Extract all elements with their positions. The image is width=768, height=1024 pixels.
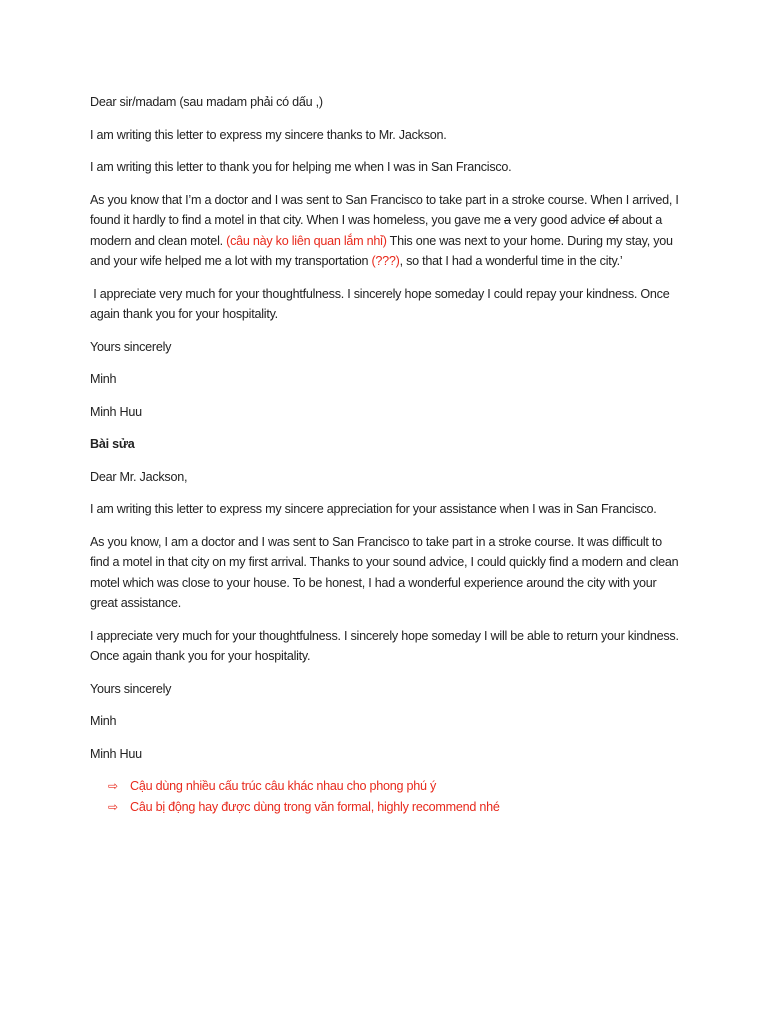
draft-signature-2: Minh Huu [90, 404, 142, 419]
draft-salutation: Dear sir/madam (sau madam phải có dấu ,) [90, 95, 323, 109]
reviewer-note-1: (câu này ko liên quan lắm nhỉ) [226, 233, 387, 248]
correction-heading: Bài sửa [90, 437, 135, 451]
draft-p1-text-2: very good advice [510, 213, 609, 227]
feedback-note [108, 797, 680, 818]
draft-p1-text-3: about a modern and clean motel. [90, 213, 663, 248]
draft-paragraph-2: I appreciate very much for your thoughtfulness. I sincerely hope someday I could repay your kindness. Once again thank you for your hospitality. [90, 286, 673, 321]
arrow-icon: ⇨ [108, 779, 118, 793]
draft-p1-text-5: , so that I had a wonderful time in the city.’ [399, 254, 623, 268]
correction-signature-2: Minh Huu [90, 746, 142, 761]
draft-paragraph-1 [90, 190, 680, 272]
draft-line-2: I am writing this letter to thank you for helping me when I was in San Francisco. [90, 160, 512, 174]
document-page [90, 92, 680, 818]
draft-p1-text-4: This one was next to your home. During my stay, you and your wife helped me a lot with my transportation [90, 233, 673, 268]
feedback-note [108, 776, 680, 797]
correction-salutation: Dear Mr. Jackson, [90, 469, 188, 484]
draft-closing: Yours sincerely [90, 339, 172, 354]
feedback-note-text: Câu bị động hay được dùng trong văn formal, highly recommend nhé [130, 800, 500, 814]
strikethrough-word-a: a [504, 213, 511, 227]
draft-p1-text-1: As you know that I’m a doctor and I was sent to San Francisco to take part in a stroke course. When I arrived, I found it hardly to find a motel in that city. When I was homeless, you gave me [90, 192, 679, 227]
strikethrough-word-of: of [608, 213, 619, 227]
feedback-notes-list [90, 776, 680, 818]
reviewer-note-2: (???) [371, 254, 400, 268]
draft-signature-1: Minh [90, 372, 117, 386]
correction-paragraph-2: As you know, I am a doctor and I was sent to San Francisco to take part in a stroke course. It was difficult to find a motel in that city on my first arrival. Thanks to your sound advice, I could quickly find a modern and clean motel which was close to your house. To be honest, I had a wonderful experience around the city with your great assistance. [90, 534, 679, 610]
correction-closing: Yours sincerely [90, 681, 172, 696]
correction-paragraph-3: I appreciate very much for your thoughtfulness. I sincerely hope someday I will be able to return your kindness. Once again thank you for your hospitality. [90, 628, 679, 663]
correction-signature-1: Minh [90, 714, 117, 728]
draft-line-1: I am writing this letter to express my sincere thanks to Mr. Jackson. [90, 127, 447, 142]
feedback-note-text: Cậu dùng nhiều cấu trúc câu khác nhau cho phong phú ý [130, 779, 437, 793]
arrow-icon: ⇨ [108, 800, 118, 814]
correction-paragraph-1: I am writing this letter to express my sincere appreciation for your assistance when I was in San Francisco. [90, 502, 657, 516]
